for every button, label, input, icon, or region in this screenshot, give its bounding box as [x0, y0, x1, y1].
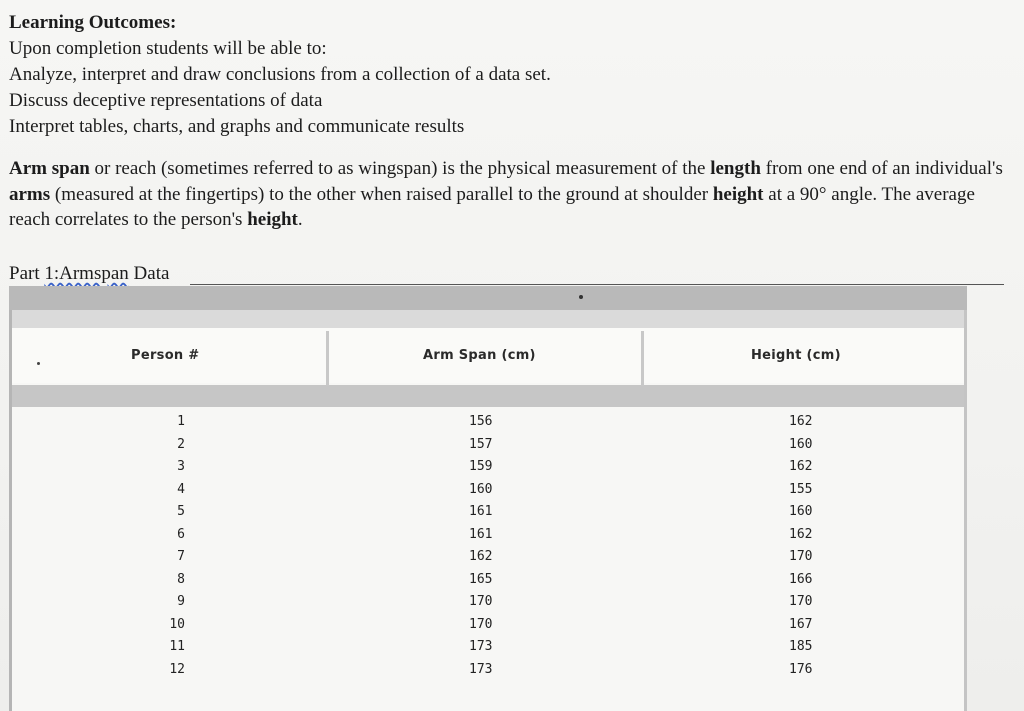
header-height: Height (cm): [751, 348, 841, 363]
paragraph-text: (measured at the fingertips) to the other when raised parallel to the ground at shoulder: [50, 183, 713, 205]
table-row: [9, 433, 967, 455]
cell-arm-span: 173: [469, 661, 493, 677]
table-top-bar: [9, 286, 967, 310]
table-row: [9, 455, 967, 477]
cell-height: 176: [789, 661, 813, 677]
paragraph-text: or reach (sometimes referred to as wingspan) is the physical measurement of the: [89, 158, 711, 179]
cell-height: 162: [789, 414, 813, 429]
cell-arm-span: 160: [469, 481, 493, 497]
outcomes-title: Learning Outcomes:: [9, 12, 177, 33]
cell-person: 11: [169, 639, 185, 654]
cell-arm-span: 161: [469, 526, 493, 542]
cell-height: 170: [789, 594, 813, 609]
cell-arm-span: 170: [469, 594, 493, 609]
cell-person: 5: [177, 504, 185, 519]
cell-height: 170: [789, 549, 813, 564]
cell-height: 167: [789, 616, 813, 632]
table-row: [9, 590, 967, 612]
cell-person: 8: [177, 571, 185, 587]
term-height: height: [247, 209, 298, 230]
term-length: length: [710, 158, 761, 179]
cell-height: 155: [789, 481, 813, 497]
term-height: height: [712, 183, 764, 205]
header-arm-span: Arm Span (cm): [423, 348, 536, 363]
cell-person: 3: [177, 459, 185, 474]
cell-arm-span: 165: [469, 571, 493, 587]
table-row: [9, 658, 967, 680]
part-prefix: Part: [9, 263, 45, 284]
outcome-line: Upon completion students will be able to:: [9, 38, 327, 59]
paragraph-text: at a 90° angle. The average reach correlates to the person's: [9, 183, 975, 230]
cell-arm-span: 157: [469, 436, 493, 452]
cell-arm-span: 170: [469, 616, 493, 632]
cell-arm-span: 156: [469, 414, 493, 429]
cell-person: 7: [177, 549, 185, 564]
header-band-bottom: [9, 385, 967, 407]
armspan-data-table: [9, 286, 967, 711]
outcome-line: Analyze, interpret and draw conclusions from a collection of a data set.: [9, 64, 551, 85]
part-suffix: Data: [128, 263, 170, 284]
cell-height: 160: [789, 436, 813, 452]
table-row: [9, 635, 967, 657]
cell-person: 12: [169, 661, 185, 677]
cell-person: 2: [177, 436, 185, 452]
column-divider: [326, 331, 329, 386]
term-arm-span: Arm span: [9, 158, 90, 179]
cell-height: 160: [789, 504, 813, 519]
cell-arm-span: 161: [469, 504, 493, 519]
cell-height: 166: [789, 571, 813, 587]
table-row: [9, 545, 967, 567]
table-row: [9, 523, 967, 545]
cell-person: 9: [177, 594, 185, 609]
table-row: [9, 613, 967, 635]
cell-arm-span: 159: [469, 459, 493, 474]
divider: [190, 284, 1004, 285]
header-band: [9, 310, 967, 328]
dot-marker: [579, 295, 583, 299]
table-row: [9, 410, 967, 432]
cell-person: 4: [177, 481, 185, 497]
learning-outcomes: [9, 10, 551, 140]
cell-person: 1: [177, 414, 185, 429]
cell-arm-span: 173: [469, 639, 493, 654]
outcome-line: Interpret tables, charts, and graphs and communicate results: [9, 116, 465, 137]
outcome-line: Discuss deceptive representations of data: [9, 90, 323, 111]
part-title: [9, 262, 169, 286]
paragraph-text: from one end of an individual's: [760, 158, 1003, 179]
armspan-paragraph: [9, 156, 1014, 233]
cell-arm-span: 162: [469, 549, 493, 564]
cell-person: 6: [177, 526, 185, 542]
cell-person: 10: [169, 616, 185, 632]
part-name: 1:Armspan: [44, 263, 129, 284]
column-divider: [641, 331, 644, 386]
bullet-dot: [37, 362, 40, 365]
table-row: [9, 478, 967, 500]
cell-height: 162: [789, 459, 813, 474]
table-row: [9, 568, 967, 590]
cell-height: 185: [789, 639, 813, 654]
cell-height: 162: [789, 526, 813, 542]
term-arms: arms: [9, 183, 51, 205]
paragraph-text: .: [297, 209, 303, 230]
header-person: Person #: [131, 348, 200, 363]
table-row: [9, 500, 967, 522]
